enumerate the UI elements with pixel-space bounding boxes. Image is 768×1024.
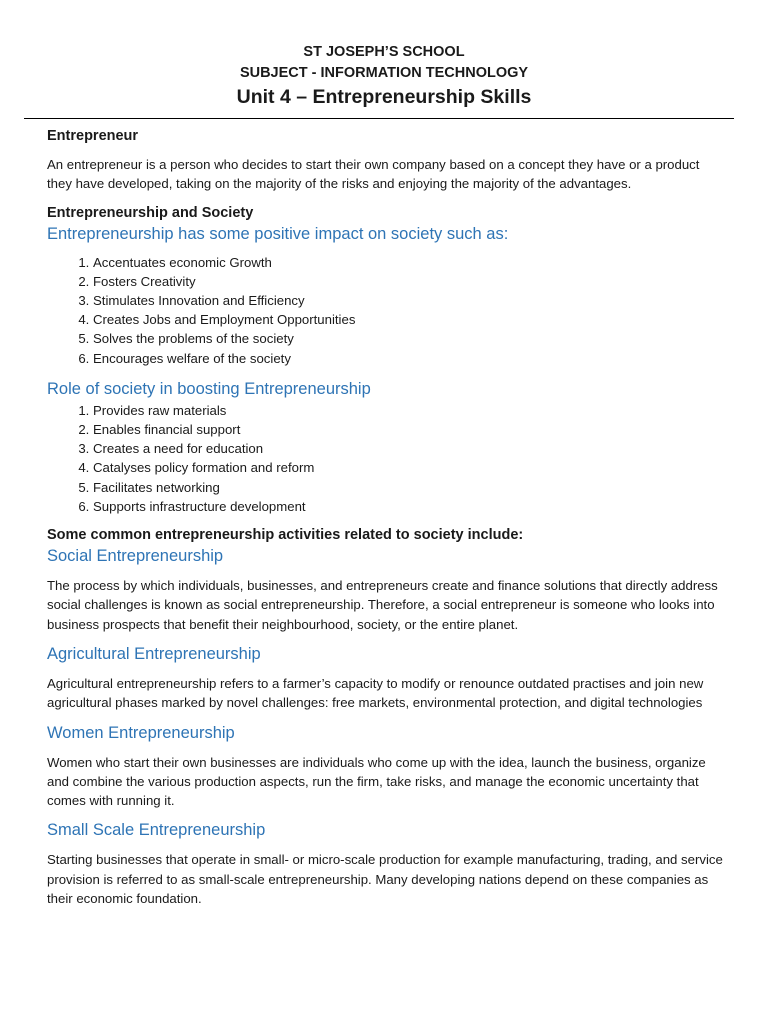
header-divider (24, 118, 734, 119)
document-body (47, 124, 727, 908)
list-item: 6. Encourages welfare of the society (93, 349, 727, 368)
entrepreneur-heading: Entrepreneur (47, 128, 139, 144)
impact-list (47, 253, 727, 368)
list-item: 3. Creates a need for education (93, 439, 727, 458)
small-scale-entrepreneurship-heading: Small Scale Entrepreneurship (47, 821, 266, 840)
list-item: 2. Enables financial support (93, 420, 727, 439)
list-item: 4. Creates Jobs and Employment Opportunities (93, 310, 727, 329)
subject-title: SUBJECT - INFORMATION TECHNOLOGY (239, 65, 529, 81)
unit-title: Unit 4 – Entrepreneurship Skills (236, 86, 532, 108)
list-item: 2. Fosters Creativity (93, 272, 727, 291)
school-name: ST JOSEPH’S SCHOOL (303, 44, 465, 60)
list-item: 4. Catalyses policy formation and reform (93, 458, 727, 477)
agricultural-entrepreneurship-heading: Agricultural Entrepreneurship (47, 644, 261, 663)
society-heading: Entrepreneurship and Society (47, 204, 254, 221)
role-list (47, 401, 727, 516)
list-item: 3. Stimulates Innovation and Efficiency (93, 291, 727, 310)
social-entrepreneurship-heading: Social Entrepreneurship (47, 547, 224, 566)
women-entrepreneurship-heading: Women Entrepreneurship (47, 723, 235, 742)
small-scale-entrepreneurship-text: Starting businesses that operate in small- or micro-scale production for example manufacturing, trading, and service provision is referred to as small-scale entrepreneurship. Many developing nations depend on these companies as their economic foundation. (47, 852, 723, 906)
list-item: 6. Supports infrastructure development (93, 497, 727, 516)
list-item: 1. Accentuates economic Growth (93, 253, 727, 272)
role-of-society-heading: Role of society in boosting Entrepreneurship (47, 379, 371, 398)
women-entrepreneurship-text: Women who start their own businesses are individuals who come up with the idea, launch the business, organize and combine the various production aspects, run the firm, take risks, and manage the economic uncertainty that comes with running it. (47, 754, 706, 809)
activities-heading: Some common entrepreneurship activities related to society include: (47, 527, 524, 544)
agricultural-entrepreneurship-text: Agricultural entrepreneurship refers to a farmer’s capacity to modify or renounce outdated practises and join new agricultural phases marked by novel challenges: free markets, environmental protection, and digital technologies (47, 675, 704, 711)
list-item: 1. Provides raw materials (93, 401, 727, 420)
social-entrepreneurship-text: The process by which individuals, businesses, and entrepreneurs create and finance solutions that directly address social challenges is known as social entrepreneurship. Therefore, a social entrepreneur is someone who looks into business prospects that benefit their neighbourhood, society, or the entire planet. (47, 578, 718, 632)
entrepreneur-definition: An entrepreneur is a person who decides to start their own company based on a concept they have or a product they have developed, taking on the majority of the risks and enjoying the majority of the advantages. (47, 157, 700, 192)
society-impact-subheading: Entrepreneurship has some positive impact on society such as: (47, 224, 509, 243)
list-item: 5. Solves the problems of the society (93, 329, 727, 348)
list-item: 5. Facilitates networking (93, 478, 727, 497)
